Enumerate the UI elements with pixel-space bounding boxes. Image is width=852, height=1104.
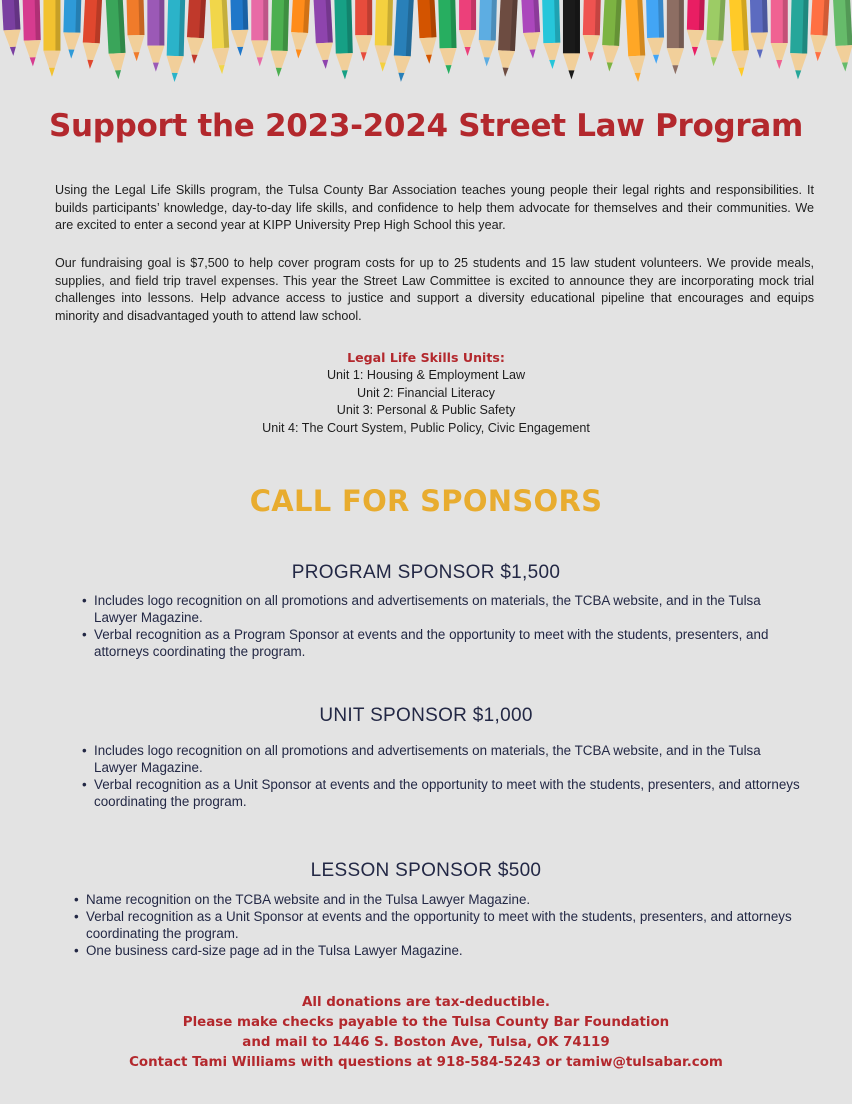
benefit-item: • Verbal recognition as a Unit Sponsor at events and the opportunity to meet with the students, presenters, and attorneys coordinating the program.	[80, 776, 800, 810]
pencil	[374, 0, 393, 72]
pencil	[459, 0, 476, 56]
pencil	[313, 0, 334, 69]
pencil	[334, 0, 353, 80]
pencil	[750, 0, 769, 59]
unit-item: Unit 3: Personal & Public Safety	[336, 403, 516, 418]
benefit-item: • One business card-size page ad in the Tulsa Lawyer Magazine.	[72, 942, 800, 959]
pencil	[438, 0, 457, 74]
pencil	[705, 0, 726, 67]
pencil	[186, 0, 207, 64]
lesson-sponsor-title: LESSON SPONSOR $500	[310, 860, 542, 881]
pencil	[63, 0, 82, 59]
pencil	[563, 0, 580, 79]
contact-info: Contact Tami Williams with questions at 918-584-5243 or tamiw@tulsabar.com	[129, 1055, 723, 1070]
pencil	[729, 0, 750, 77]
pencil	[686, 0, 705, 56]
pencil	[833, 0, 852, 72]
donation-footer	[0, 993, 852, 1073]
pencil	[2, 0, 22, 56]
pencil	[542, 0, 561, 69]
program-sponsor-title: PROGRAM SPONSOR $1,500	[291, 562, 561, 583]
pencil	[601, 0, 622, 72]
intro-paragraph: Using the Legal Life Skills program, the Tulsa County Bar Association teaches young people their legal rights and responsibilities. It builds participants’ knowledge, day-to-day life skills, and confidence to help them advocate for themselves and their communities. We are excited to enter a second year at KIPP University Prep High School this year.	[55, 183, 814, 232]
pencil	[646, 0, 665, 64]
program-sponsor-benefits	[80, 592, 800, 660]
mailing-address: and mail to 1446 S. Boston Ave, Tulsa, OK 74119	[242, 1035, 610, 1050]
benefit-item: • Includes logo recognition on all promotions and advertisements on materials, the TCBA website, and in the Tulsa Lawyer Magazine.	[80, 742, 800, 776]
pencil	[43, 0, 60, 77]
pencil	[230, 0, 249, 56]
pencil	[355, 0, 372, 61]
benefit-item: • Verbal recognition as a Program Sponsor at events and the opportunity to meet with the students, presenters, and attorneys coordinating the program.	[80, 626, 800, 660]
tax-deductible-note: All donations are tax-deductible.	[302, 995, 550, 1010]
pencil	[251, 0, 268, 66]
pencil	[147, 0, 164, 72]
pencil	[582, 0, 601, 61]
unit-item: Unit 2: Financial Literacy	[357, 385, 495, 400]
pencil	[290, 0, 310, 59]
pencil	[392, 0, 413, 82]
unit-sponsor-title: UNIT SPONSOR $1,000	[319, 705, 533, 726]
page-title: Support the 2023-2024 Street Law Program	[48, 108, 804, 144]
units-section	[0, 349, 852, 437]
pencil	[497, 0, 518, 77]
pencil	[417, 0, 438, 64]
pencil	[625, 0, 646, 82]
call-for-sponsors-heading: CALL FOR SPONSORS	[249, 484, 603, 518]
pencil	[771, 0, 788, 69]
pencil	[81, 0, 102, 69]
pencil	[166, 0, 185, 82]
pencil	[521, 0, 541, 59]
colored-pencils-banner	[0, 0, 852, 100]
pencil	[126, 0, 145, 61]
pencil	[809, 0, 829, 62]
pencil	[478, 0, 497, 67]
unit-item: Unit 4: The Court System, Public Policy, Civic Engagement	[262, 420, 590, 435]
lesson-sponsor-benefits	[72, 891, 800, 959]
benefit-item: • Name recognition on the TCBA website and in the Tulsa Lawyer Magazine.	[72, 891, 800, 908]
benefit-item: • Verbal recognition as a Unit Sponsor at events and the opportunity to meet with the students, presenters, and attorneys coordinating the program.	[72, 908, 800, 942]
fundraising-paragraph: Our fundraising goal is $7,500 to help cover program costs for up to 25 students and 15 law student volunteers. We provide meals, supplies, and field trip travel expenses. This year the Street Law Committee is excited to announce they are incorporating mock trial challenges into lessons. Help advance access to justice and support a diversity educational pipeline that encourages and equips minority and disadvantaged youth to attend law school.	[55, 256, 814, 323]
pencil	[209, 0, 230, 75]
units-heading: Legal Life Skills Units:	[347, 350, 505, 365]
pencil	[270, 0, 289, 77]
unit-sponsor-benefits	[80, 742, 800, 810]
check-payable-note: Please make checks payable to the Tulsa County Bar Foundation	[182, 1015, 670, 1030]
unit-item: Unit 1: Housing & Employment Law	[326, 368, 526, 382]
pencil	[789, 0, 808, 80]
pencil	[667, 0, 684, 74]
pencil	[106, 0, 127, 80]
benefit-item: • Includes logo recognition on all promotions and advertisements on materials, the TCBA website, and in the Tulsa Lawyer Magazine.	[80, 592, 800, 626]
pencil	[23, 0, 42, 67]
